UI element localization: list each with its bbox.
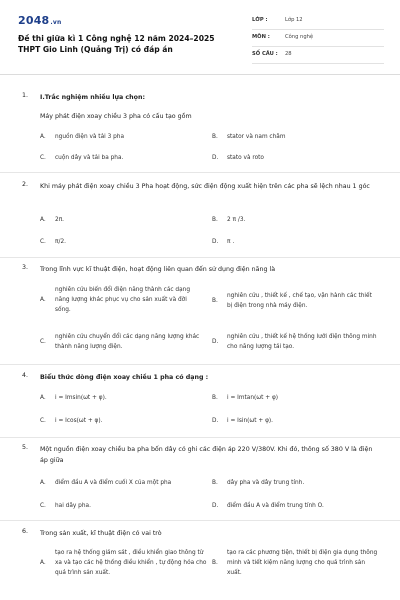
option-text: nguồn điện và tải 3 pha: [55, 134, 125, 140]
question-6: [22, 528, 384, 598]
question-2: [22, 181, 384, 253]
option-label: A.: [40, 297, 46, 303]
question-stem: Máy phát điện xoay chiều 3 pha có cấu tạo gồm: [40, 113, 192, 120]
question-4: [22, 372, 384, 434]
option-label: D.: [212, 239, 219, 245]
option-text: nghiên cứu biến đổi điện năng thành các dạng năng lượng khác phục vụ cho sản xuất và đời sống.: [55, 287, 190, 313]
option-label: A.: [40, 217, 46, 223]
question-number: 1.: [22, 92, 29, 99]
option-label: A.: [40, 395, 46, 401]
option-label: C.: [40, 339, 46, 345]
question-stem: Một nguồn điện xoay chiều ba pha bốn dây có ghi các điện áp 220 V/380V. Khi đó, thông số 380 V là điện áp giữa: [40, 446, 373, 464]
question-stem: Khi máy phát điện xoay chiều 3 Pha hoạt động, sức điện động xuất hiện trên các pha sẽ lệch nhau 1 góc: [40, 183, 370, 190]
header-divider: [0, 74, 400, 75]
option-text: nghiên cứu , thiết kế , chế tạo, vận hành các thiết bị điện trong nhà máy điện.: [227, 293, 372, 309]
question-number: 2.: [22, 181, 29, 188]
option-label: A.: [40, 134, 46, 140]
option-label: B.: [212, 480, 218, 486]
meta-value: Công nghệ: [285, 34, 314, 40]
option-label: C.: [40, 418, 46, 424]
document-title: Đề thi giữa kì 1 Công nghệ 12 năm 2024–2025 THPT Gio Linh (Quảng Trị) có đáp án: [18, 34, 215, 54]
option-text: i = Icos(ωt + φ).: [55, 418, 103, 424]
option-text: nghiên cứu , thiết kế hệ thống lưới điện thông minh cho năng lượng tái tạo.: [227, 334, 377, 350]
option-text: cuộn dây và tải ba pha.: [55, 155, 124, 161]
question-divider: [0, 364, 400, 365]
option-text: tạo ra hệ thống giám sát , điều khiển giao thông từ xa và tạo các hệ thống điều khiển , tự động hóa cho quá trình sản xuất.: [55, 550, 207, 576]
option-text: stato và roto: [227, 155, 264, 161]
option-text: i = Isin(ωt + φ).: [227, 418, 274, 424]
meta-value: Lớp 12: [285, 17, 303, 23]
option-label: A.: [40, 560, 46, 566]
question-1: [22, 92, 384, 164]
question-number: 5.: [22, 444, 29, 451]
question-number: 3.: [22, 264, 29, 271]
meta-key: LỚP :: [252, 17, 268, 23]
question-stem: Trong sản xuất, kĩ thuật điện có vai trò: [40, 530, 162, 537]
question-stem: Biểu thức dòng điện xoay chiều 1 pha có dạng :: [40, 374, 209, 381]
option-label: B.: [212, 217, 218, 223]
option-text: dây pha và dây trung tính.: [227, 480, 305, 486]
option-text: π .: [227, 239, 235, 245]
option-label: D.: [212, 503, 219, 509]
option-text: π/2.: [55, 239, 66, 245]
option-label: C.: [40, 155, 46, 161]
option-label: B.: [212, 134, 218, 140]
question-5: [22, 444, 384, 516]
option-label: C.: [40, 503, 46, 509]
option-text: điểm đầu A và điểm trung tính O.: [227, 503, 324, 509]
option-label: D.: [212, 155, 219, 161]
meta-class: [252, 13, 384, 30]
option-text: hai dây pha.: [55, 503, 91, 509]
question-number: 6.: [22, 528, 29, 535]
option-text: 2π.: [55, 217, 65, 223]
question-3: [22, 264, 384, 359]
option-label: D.: [212, 418, 219, 424]
option-label: B.: [212, 395, 218, 401]
option-text: 2 π /3.: [227, 217, 246, 223]
site-logo[interactable]: 2048.vn: [18, 14, 62, 27]
option-text: i = Imtan(ωt + φ): [227, 395, 279, 401]
option-label: D.: [212, 339, 219, 345]
option-label: B.: [212, 298, 218, 304]
option-text: nghiên cứu chuyển đổi các dạng năng lượng khác thành năng lượng điện.: [55, 334, 200, 350]
section-heading: I.Trắc nghiệm nhiều lựa chọn:: [40, 94, 145, 101]
document-header: [0, 0, 400, 70]
option-text: điểm đầu A và điểm cuối X của một pha: [55, 480, 172, 486]
question-divider: [0, 437, 400, 438]
question-number: 4.: [22, 372, 29, 379]
option-text: stator và nam châm: [227, 134, 286, 140]
question-divider: [0, 520, 400, 521]
meta-key: SỐ CÂU :: [252, 51, 278, 57]
exam-meta-box: [252, 13, 384, 64]
option-label: A.: [40, 480, 46, 486]
question-stem: Trong lĩnh vực kĩ thuật điện, hoạt động liên quan đến sử dụng điện năng là: [40, 266, 276, 273]
meta-question-count: [252, 47, 384, 64]
option-label: B.: [212, 560, 218, 566]
meta-subject: [252, 30, 384, 47]
question-divider: [0, 172, 400, 173]
question-divider: [0, 257, 400, 258]
option-text: i = Imsin(ωt + φ).: [55, 395, 107, 401]
meta-key: MÔN :: [252, 34, 270, 40]
option-label: C.: [40, 239, 46, 245]
meta-value: 28: [285, 51, 292, 57]
option-text: tạo ra các phương tiện, thiết bị điện gia dụng thông minh và tiết kiệm năng lượng cho quá trình sản xuất.: [227, 550, 378, 576]
